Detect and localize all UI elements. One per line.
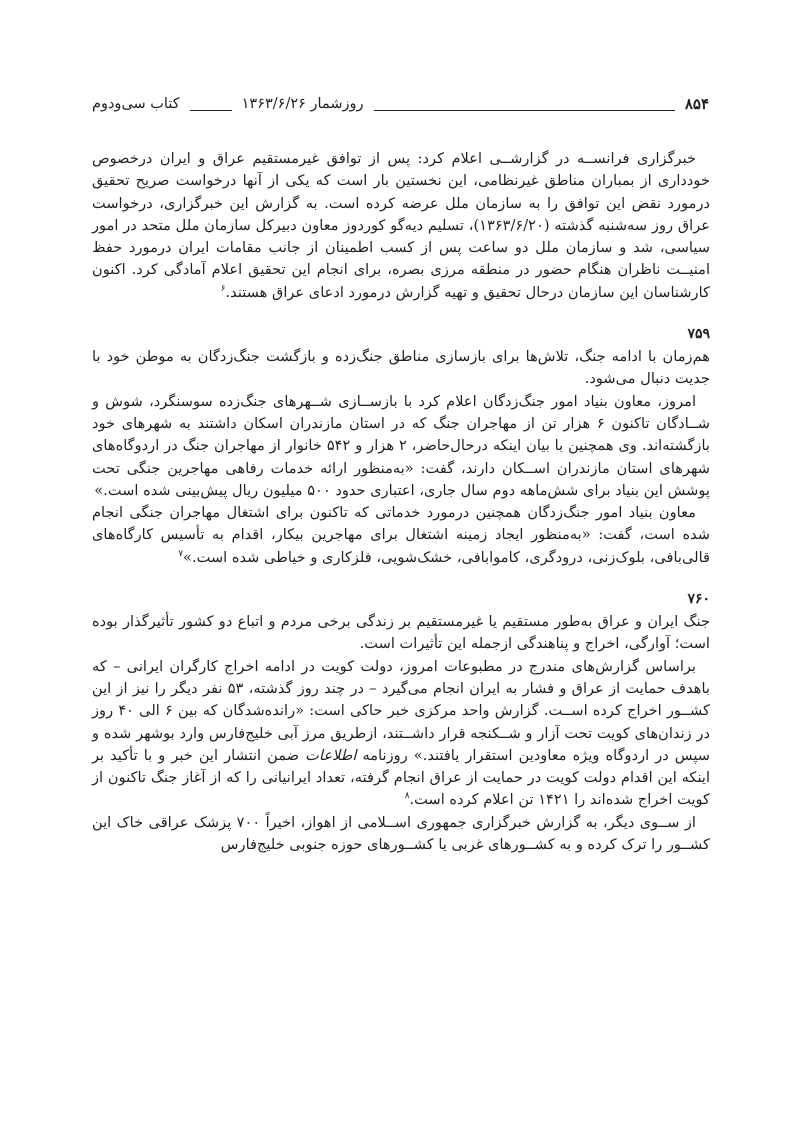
footnote-ref: ۷ xyxy=(178,548,184,559)
page-body xyxy=(92,148,710,856)
book-title: کتاب سی‌ودوم xyxy=(92,96,180,112)
entry-760-paragraph-1: جنگ ایران و عراق به‌طور مستقیم یا غیرمستقیم بر زندگی برخی مردم و اتباع دو کشور تأثیرگذار بوده است؛ آوارگی، اخراج و پناهندگی ازجمله این تأثیرات است. xyxy=(92,613,710,653)
entry-759-paragraph-2: امروز، معاون بنیاد امور جنگ‌زدگان اعلام کرد با بازســازی شــهرهای جنگ‌زده سوسنگرد، شوش و شــادگان تاکنون ۶ هزار تن از مهاجران جنگ که در استان مازندران اسکان داشتند به شهرهای خود بازگشته‌اند. وی همچنین با بیان اینکه درحال‌حاضر، ۲ هزار و ۵۴۲ خانوار از مهاجران جنگ در اردوگاه‌های شهرهای استان مازندران اســکان دارند، گفت: «به‌منظور ارائه خدمات رفاهی مهاجرین جنگی تحت پوشش این بنیاد برای شش‌ماهه دوم سال جاری، اعتباری حدود ۵۰۰ میلیون ریال پیش‌بینی شده است.» xyxy=(92,392,710,499)
entry-number-760: ۷۶۰ xyxy=(687,591,710,608)
entry-760-paragraph-3: از ســوی دیگر، به گزارش خبرگزاری جمهوری اســلامی از اهواز، اخیراً ۷۰۰ پزشک عراقی خاک این کشــور را ترک کرده و به کشــورهای غربی یا کشــورهای حوزه جنوبی خلیج‌فارس xyxy=(92,813,710,854)
newspaper-name: اطلاعات xyxy=(305,746,357,764)
running-header xyxy=(92,92,709,116)
header-rule xyxy=(374,110,675,111)
entry-759-paragraph-1: هم‌زمان با ادامه جنگ، تلاش‌ها برای بازسازی مناطق جنگ‌زده و بازگشت جنگ‌زدگان به موطن خود با جدیت دنبال می‌شود. xyxy=(92,348,710,388)
intro-paragraph: خبرگزاری فرانســه در گزارشــی اعلام کرد: پس از توافق غیرمستقیم عراق و ایران درخصوص خودداری از بمباران مناطق غیرنظامی، این نخستین بار است که یکی از آنها درخواست صریح تحقیق درمورد نقض این توافق را به سازمان ملل عرضه کرده است. به گزارش این خبرگزاری، درخواست عراق روز سه‌شنبه گذشته (۱۳۶۳/۶/۲۰)، تسلیم دیه‌گو کوردوز معاون دبیرکل سازمان ملل متحد در امور سیاسی، شد و سازمان ملل دو ساعت پس از کسب اطمینان از جانب مقامات ایران درمورد حفظ امنیــت ناظران هنگام حضور در منطقه مرزی بصره، برای انجام این تحقیق اعلام آمادگی کرد. اکنون کارشناسان این سازمان درحال تحقیق و تهیه گزارش درمورد ادعای عراق هستند.$^۶$ xyxy=(92,150,710,301)
footnote-ref: ۶ xyxy=(220,283,226,294)
page-number: ۸۵۴ xyxy=(684,95,709,113)
header-rule-short xyxy=(190,110,232,111)
header-date: روزشمار ۱۳۶۳/۶/۲۶ xyxy=(241,96,364,112)
entry-759-paragraph-3: معاون بنیاد امور جنگ‌زدگان همچنین درمورد خدماتی که تاکنون برای اشتغال مهاجران جنگی انجام شده است، گفت: «به‌منظور ایجاد زمینه اشتغال برای مهاجرین بیکار، اقدام به تأسیس کارگاه‌های قالی‌بافی، بلوک‌زنی، درودگری، کاموابافی، خشک‌شویی، فلزکاری و خیاطی شده است.»$^۷$ xyxy=(92,504,710,566)
entry-760-paragraph-2: براساس گزارش‌های مندرج در مطبوعات امروز، دولت کویت در ادامه اخراج کارگران ایرانی – که باهدف حمایت از عراق و فشار به ایران انجام می‌گیرد – در چند روز گذشته، ۵۳ نفر دیگر را نیز از این کشــور اخراج کرده اســت. گزارش واحد مرکزی خبر حاکی است: «رانده‌شدگان که بین ۶ الی ۴۰ روز در زندان‌های کویت تحت آزار و شــکنجه قرار داشــتند، ازطریق مرز آبی خلیج‌فارس وارد بوشهر شده و سپس در اردوگاه ویژه معاودین استقرار یافتند.» روزنامه اطلاعات ضمن انتشار این خبر و با تأکید بر اینکه این اقدام دولت کویت در حمایت از عراق انجام گرفته، تعداد ایرانیانی را که از آغاز جنگ تاکنون از کویت اخراج شده‌اند را ۱۴۲۱ تن اعلام کرده است.$^۸$ xyxy=(92,657,711,809)
footnote-ref: ۸ xyxy=(404,791,410,802)
entry-number-759: ۷۵۹ xyxy=(687,326,710,343)
